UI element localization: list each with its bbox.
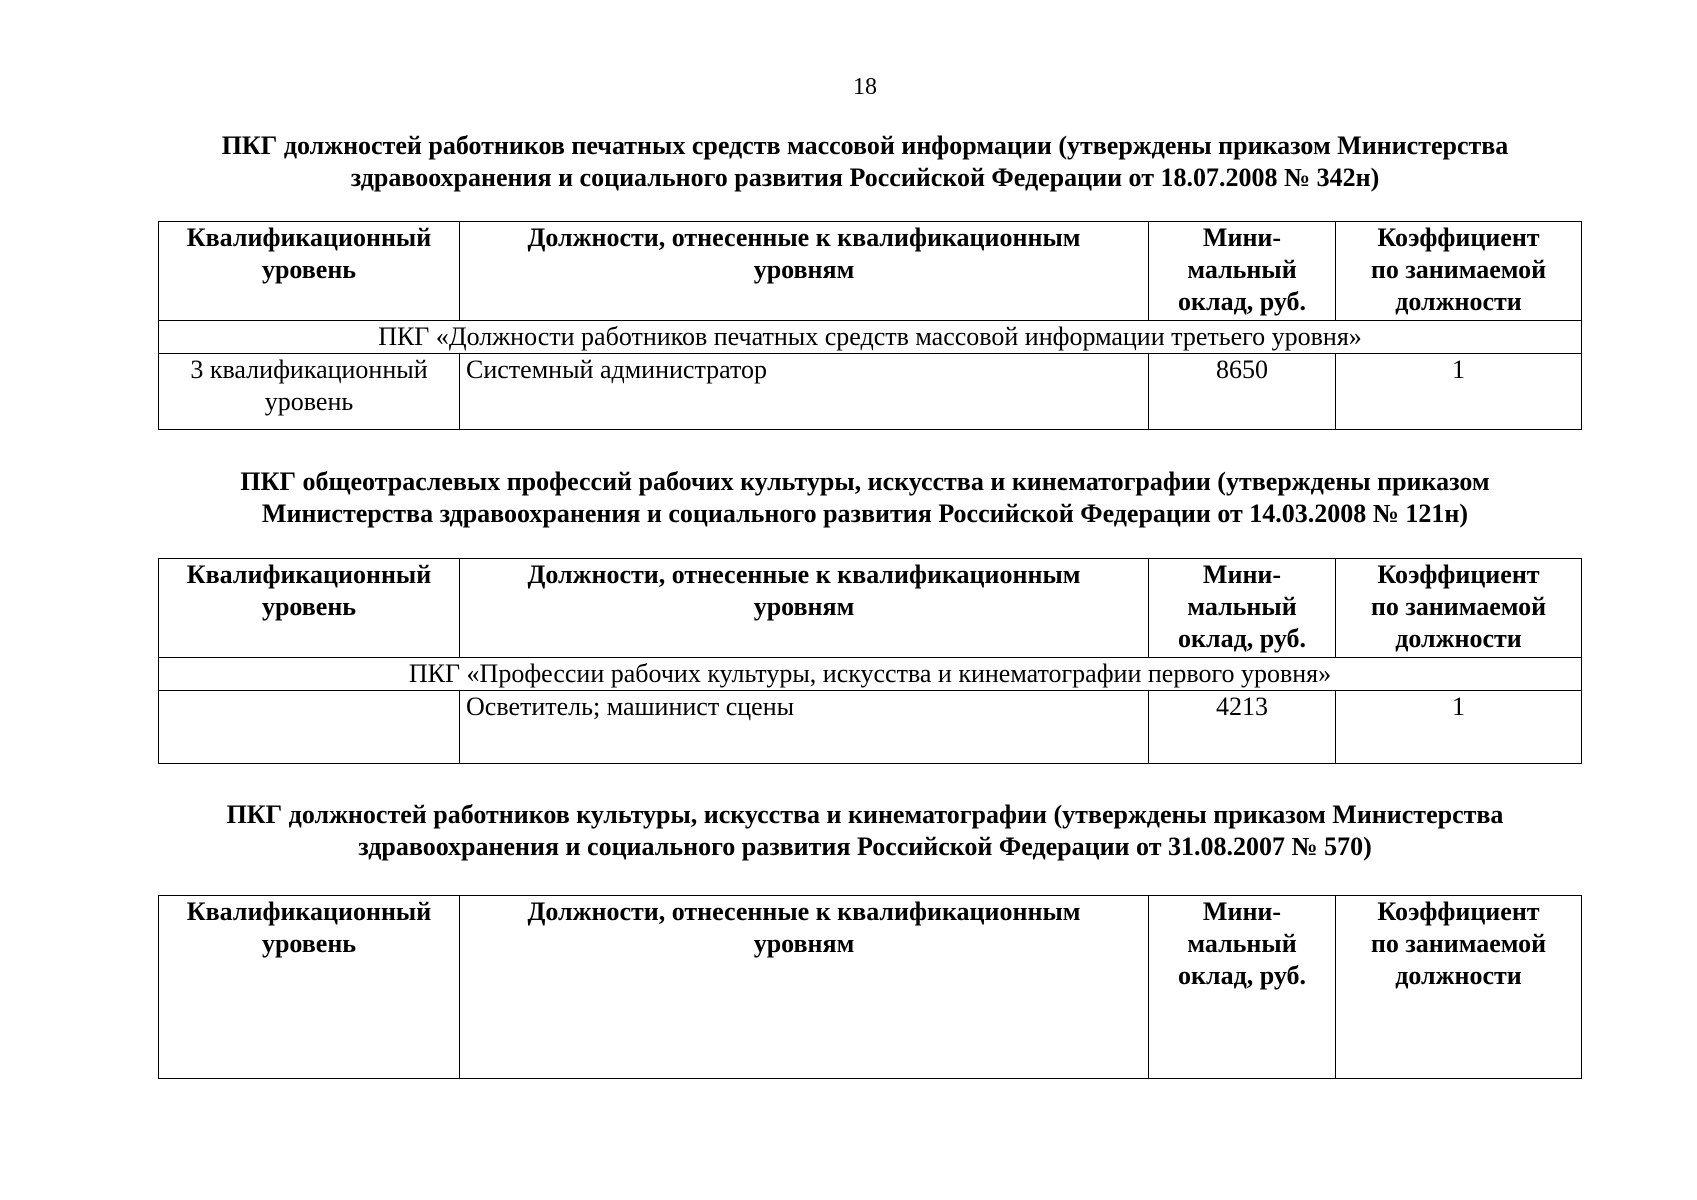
header-text: оклад, руб. [1178,961,1306,990]
cell-level [159,691,460,764]
header-text: Коэффициент [1377,560,1540,589]
group-label: ПКГ «Профессии рабочих культуры, искусства и кинематографии первого уровня» [159,658,1582,691]
header-coef [1336,559,1582,658]
header-text: уровням [753,255,855,284]
section-title-1 [150,130,1580,194]
header-salary [1149,222,1336,321]
header-text: Мини- [1202,897,1282,926]
header-text: должности [1395,287,1522,316]
table-header-row [159,222,1582,321]
cell-text: уровень [264,387,354,416]
section-title-line: здравоохранения и социального развития Российской Федерации от 31.08.2007 № 570) [358,832,1372,861]
table-header-row [159,559,1582,658]
header-text: уровень [261,929,357,958]
header-coef [1336,222,1582,321]
cell-coef: 1 [1336,354,1582,430]
table-row [159,691,1582,764]
section-title-line: ПКГ общеотраслевых профессий рабочих культуры, искусства и кинематографии (утверждены приказом [240,467,1490,496]
section-title-line: Министерства здравоохранения и социального развития Российской Федерации от 14.03.2008 № 121н) [261,499,1469,528]
header-text: Мини- [1202,560,1282,589]
header-text: Квалификационный [186,897,432,926]
header-salary [1149,559,1336,658]
header-text: мальный [1187,929,1297,958]
header-text: Квалификационный [186,223,432,252]
header-text: Мини- [1202,223,1282,252]
cell-salary: 4213 [1149,691,1336,764]
group-row [159,658,1582,691]
cell-position: Системный администратор [460,354,1149,430]
header-text: Должности, отнесенные к квалификационным [527,223,1081,252]
header-text: Должности, отнесенные к квалификационным [527,560,1081,589]
header-text: уровень [261,255,357,284]
header-text: уровням [753,929,855,958]
header-text: должности [1395,961,1522,990]
header-text: Квалификационный [186,560,432,589]
section-title-line: ПКГ должностей работников печатных средств массовой информации (утверждены приказом Министерства [221,131,1509,160]
section-title-3 [150,799,1580,863]
header-salary [1149,896,1336,1079]
header-text: Коэффициент [1377,897,1540,926]
header-text: по занимаемой [1370,592,1547,621]
pkg-table-2 [158,558,1582,764]
header-positions [460,222,1149,321]
header-text: уровень [261,592,357,621]
header-text: оклад, руб. [1178,624,1306,653]
pkg-table-1 [158,221,1582,430]
header-text: должности [1395,624,1522,653]
header-level [159,559,460,658]
header-text: Должности, отнесенные к квалификационным [527,897,1081,926]
pkg-table-3 [158,895,1582,1079]
page-number: 18 [853,74,877,100]
section-title-line: ПКГ должностей работников культуры, искусства и кинематографии (утверждены приказом Министерства [226,800,1504,829]
header-positions [460,896,1149,1079]
table-header-row [159,896,1582,1079]
group-label: ПКГ «Должности работников печатных средств массовой информации третьего уровня» [159,321,1582,354]
header-level [159,896,460,1079]
header-coef [1336,896,1582,1079]
group-row [159,321,1582,354]
cell-position: Осветитель; машинист сцены [460,691,1149,764]
header-text: Коэффициент [1377,223,1540,252]
header-text: по занимаемой [1370,929,1547,958]
header-text: оклад, руб. [1178,287,1306,316]
header-text: мальный [1187,255,1297,284]
section-title-line: здравоохранения и социального развития Российской Федерации от 18.07.2008 № 342н) [350,163,1380,192]
header-positions [460,559,1149,658]
table-row [159,354,1582,430]
cell-level [159,354,460,430]
cell-salary: 8650 [1149,354,1336,430]
section-title-2 [150,466,1580,530]
header-text: уровням [753,592,855,621]
header-level [159,222,460,321]
header-text: мальный [1187,592,1297,621]
cell-text: 3 квалификационный [190,355,428,384]
header-text: по занимаемой [1370,255,1547,284]
cell-coef: 1 [1336,691,1582,764]
